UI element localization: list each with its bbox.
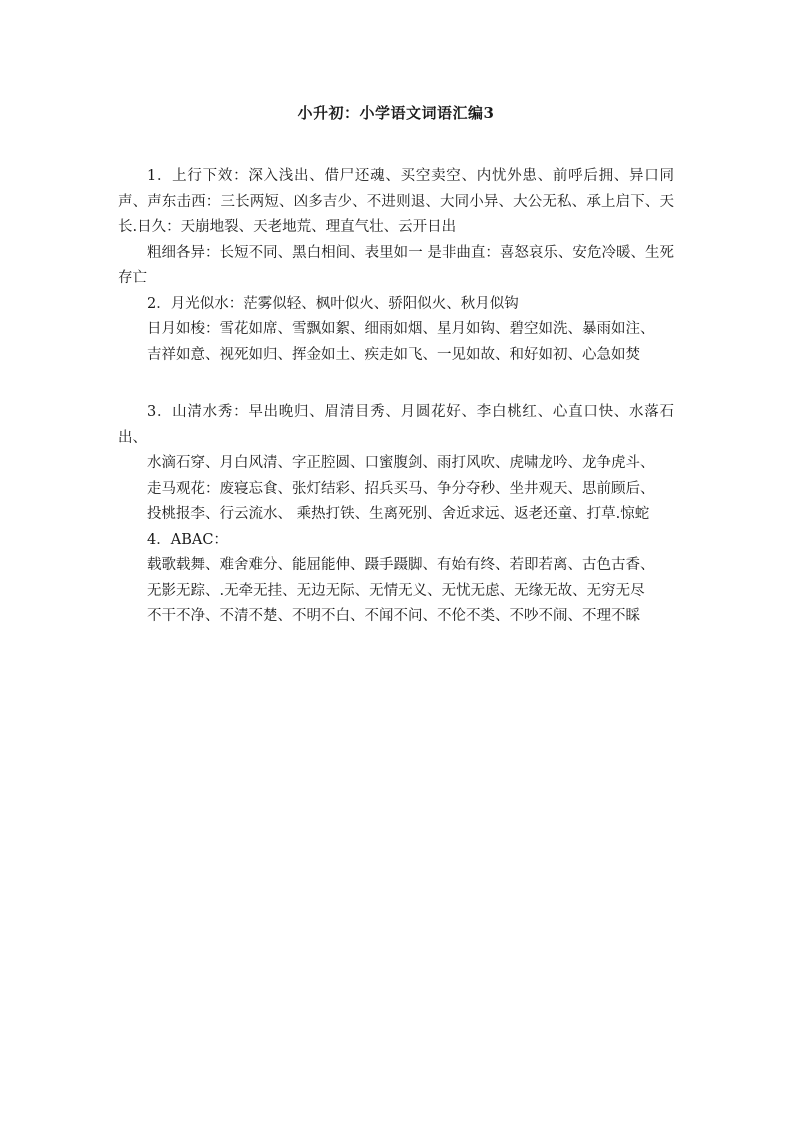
paragraph-13: 不干不净、不清不楚、不明不白、不闻不问、不伦不类、不吵不闹、不理不睬: [147, 608, 640, 624]
paragraph-2: 粗细各异：长短不同、黑白相间、表里如一 是非曲直：喜怒哀乐、安危冷暖、生死存亡: [118, 244, 674, 286]
paragraph-5: 吉祥如意、视死如归、挥金如土、疾走如飞、一见如故、和好如初、心急如焚: [147, 346, 640, 363]
paragraph-9: 投桃报李、行云流水、 乘热打铁、生离死别、舍近求远、返老还童、打草.惊蛇: [147, 506, 650, 522]
paragraph-10: 4．ABAC：: [147, 531, 228, 548]
section-gap: [118, 368, 674, 400]
paragraph-11: 载歌载舞、难舍难分、能屈能伸、蹑手蹑脚、有始有终、若即若离、古色古香、: [147, 557, 655, 573]
paragraph-1: 1．上行下效：深入浅出、借尸还魂、买空卖空、内忧外患、前呼后拥、异口同声、声东击西：三长两短、凶多吉少、不进则退、大同小异、大公无私、承上启下、天长.日久：天崩地裂、天老地荒、理直气壮、云开日出: [118, 168, 674, 235]
document-body: [118, 164, 674, 630]
document-title: 小升初：小学语文词语汇编3: [297, 104, 495, 122]
paragraph-7: 水滴石穿、月白风清、字正腔圆、口蜜腹剑、雨打风吹、虎啸龙吟、龙争虎斗、: [147, 455, 655, 471]
paragraph-8: 走马观花：废寝忘食、张灯结彩、招兵买马、争分夺秒、坐井观天、思前顾后、: [147, 480, 655, 497]
paragraph-4: 日月如梭：雪花如席、雪飘如絮、细雨如烟、星月如钩、碧空如洗、暴雨如注、: [147, 321, 655, 337]
paragraph-3: 2．月光似水：茫雾似轻、枫叶似火、骄阳似火、秋月似钩: [147, 295, 519, 312]
paragraph-6: 3．山清水秀：早出晚归、眉清目秀、月圆花好、李白桃红、心直口快、水落石出、: [118, 404, 674, 446]
paragraph-12: 无影无踪、.无牵无挂、无边无际、无情无义、无忧无虑、无缘无故、无穷无尽: [147, 582, 645, 599]
